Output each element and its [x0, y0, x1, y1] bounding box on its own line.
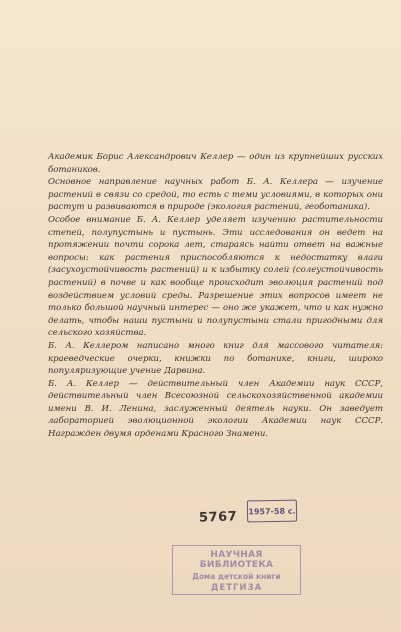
year-stamp: 1957-58 с.	[247, 500, 297, 523]
library-stamp	[172, 545, 301, 595]
library-stamp-line3: ДЕТГИЗА	[210, 583, 263, 593]
library-stamp-line2: Дома детской книги	[192, 572, 281, 581]
paragraph-popular-books: Б. А. Келлером написано много книг для массового читателя: краеведческие очерки, книжки по ботанике, книги, широко популяризующие учение Дарвина.	[48, 340, 383, 377]
biography-text	[48, 151, 383, 441]
library-stamp-line1: НАУЧНАЯ БИБЛИОТЕКА	[199, 550, 274, 570]
paragraph-academic-titles: Б. А. Келлер — действительный член Академии наук СССР, действительный член Всесоюзной сельскохозяйственной академии имени В. И. Ленина, заслуженный деятель науки. Он заведует лабораторией эволюционной экологии Академии наук СССР. Награжден двумя орденами Красного Знамени.	[48, 378, 383, 440]
paragraph-intro: Академик Борис Александрович Келлер — один из крупнейших русских ботаников.	[48, 152, 383, 175]
handwritten-inventory-number: 5767	[198, 509, 238, 526]
paragraph-research-focus: Основное направление научных работ Б. А. Келлера — изучение растений в связи со средой, то есть с теми условиями, в которых они растут и развиваются в природе (экология растений, геоботаника).	[48, 177, 383, 213]
paragraph-steppe-studies: Особое внимание Б. А. Келлер уделяет изучению растительности степей, полупустынь и пустынь. Эти исследования он ведет на протяжении почти сорока лет, стараясь найти ответ на важные вопросы: как растения приспособляются к недостатку влаги (засухоустойчивость растений) и к избытку солей (солеустойчивость растений) в почве и как вообще происходит эволюция растений под воздействием условий среды. Разрешение этих вопросов имеет не только большой научный интерес — оно же укажет, что и как нужно делать, чтобы наши пустыни и полупустыни стали пригодными для сельского хозяйства.	[48, 214, 383, 339]
